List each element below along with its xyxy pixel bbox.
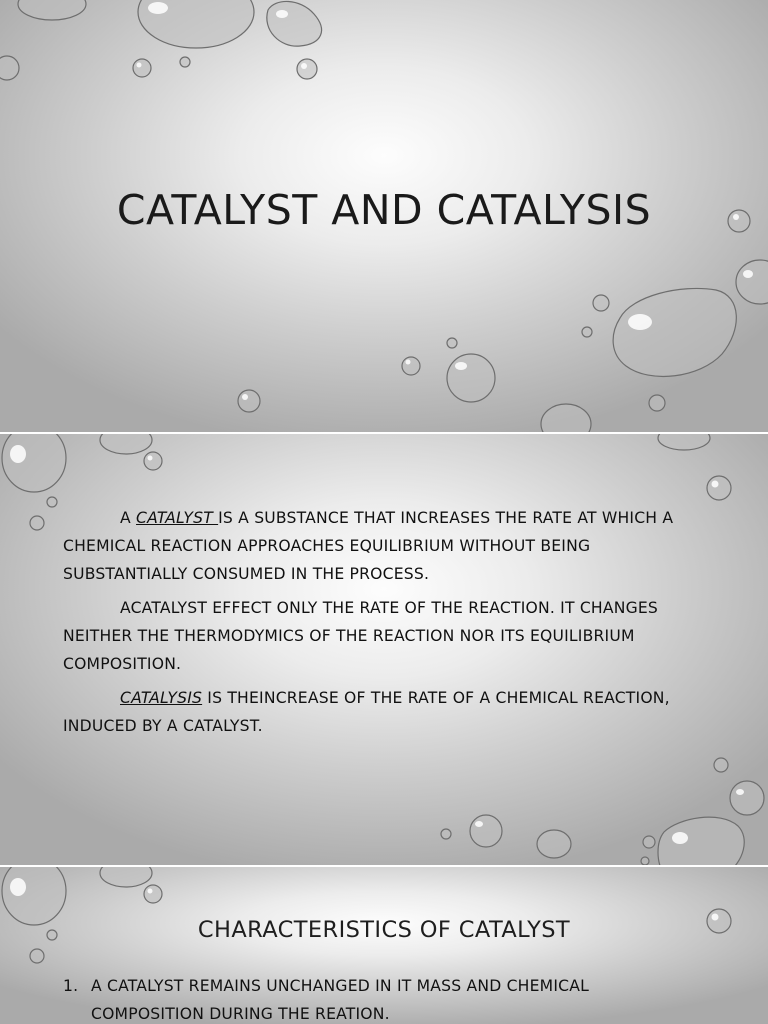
water-drop-icon [18,0,86,20]
water-drop-icon [100,434,152,454]
water-drop-icon [658,434,710,450]
water-drop-icon [2,434,66,492]
water-drop-icon [613,288,736,376]
water-drop-icon [133,59,151,77]
water-drop-icon [447,338,457,348]
water-drop-icon [180,57,190,67]
list-item: 1. A CATALYST REMAINS UNCHANGED IN IT MASS AND CHEMICAL COMPOSITION DURING THE REATION. [63,977,589,1023]
catalysis-term: CATALYSIS [120,689,203,707]
catalyst-term: CATALYST [136,509,219,527]
definition-slide [0,434,768,865]
catalyst-definition: A CATALYST IS A SUBSTANCE THAT INCREASES THE RATE AT WHICH A CHEMICAL REACTION APPROACHES EQUILIBRIUM WITHOUT BEING SUBSTANTIALLY CONSUMED IN THE PROCESS. [63,509,674,583]
water-drop-icon [447,354,495,402]
definition-text [63,504,683,746]
water-drop-icon [144,885,162,903]
water-drop-icon [297,59,317,79]
water-drop-icon [541,404,591,432]
water-drop-icon [643,836,655,848]
water-drop-icon [641,857,649,865]
slide-heading: CHARACTERISTICS OF CATALYST [197,917,571,943]
water-drop-icon [0,56,19,80]
water-drop-icon [30,949,44,963]
water-drop-icon [649,395,665,411]
water-drop-icon [402,357,420,375]
water-drop-icon [730,781,764,815]
water-drop-icon [714,758,728,772]
water-drop-icon [30,516,44,530]
water-drop-icon [658,817,744,865]
slide-title: CATALYST AND CATALYSIS [116,186,652,234]
title-slide [0,0,768,432]
characteristics-list [63,972,683,1024]
water-drop-icon [100,867,152,887]
catalysis-definition: CATALYSIS IS THEINCREASE OF THE RATE OF A CHEMICAL REACTION, INDUCED BY A CATALYST. [63,689,670,735]
water-drop-icon [593,295,609,311]
characteristics-slide [0,867,768,1024]
water-drop-icon [138,0,254,48]
water-drop-icon [47,497,57,507]
water-drop-icon [537,830,571,858]
water-drop-icon [736,260,768,304]
water-drop-icon [267,1,322,46]
catalyst-effect: ACATALYST EFFECT ONLY THE RATE OF THE REACTION. IT CHANGES NEITHER THE THERMODYMICS OF THE REACTION NOR ITS EQUILIBRIUM COMPOSITION. [63,599,659,673]
water-drop-icon [238,390,260,412]
water-drop-icon [441,829,451,839]
water-drop-icon [470,815,502,847]
water-drop-icon [144,452,162,470]
water-drop-icon [582,327,592,337]
water-drop-icon [707,476,731,500]
